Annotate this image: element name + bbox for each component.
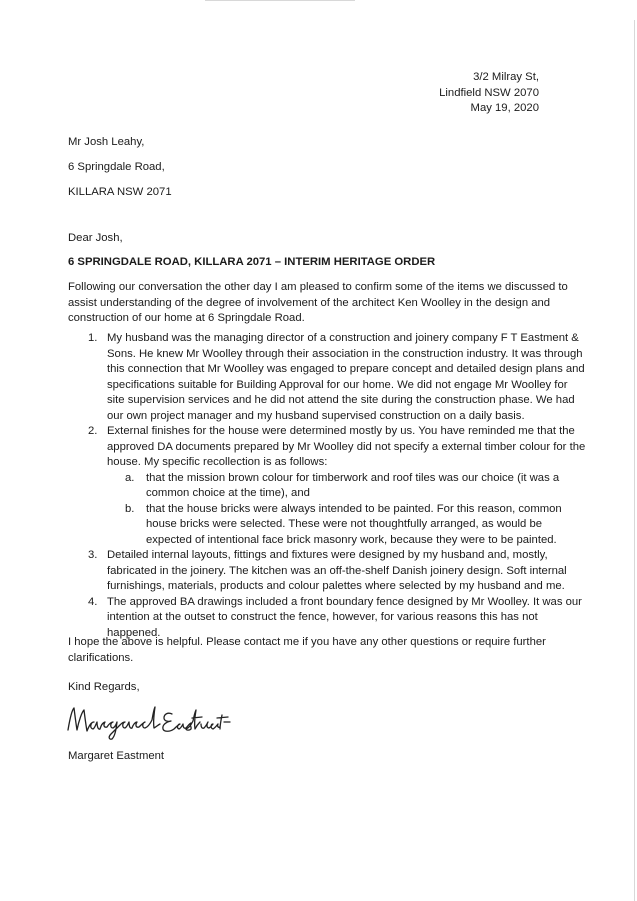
list-item-text: The approved BA drawings included a front boundary fence designed by Mr Woolley. It was our intention at the outset to construct the fence, however, for various reasons this has not happened. — [107, 595, 582, 639]
sub-list-item — [107, 502, 588, 549]
sender-street: 3/2 Milray St, — [473, 71, 539, 83]
salutation: Dear Josh, — [68, 232, 123, 244]
list-item — [68, 331, 588, 424]
subject-line: 6 SPRINGDALE ROAD, KILLARA 2071 – INTERIM HERITAGE ORDER — [68, 256, 436, 268]
signer-name: Margaret Eastment — [68, 750, 165, 762]
list-item-text: Detailed internal layouts, fittings and fixtures were designed by my husband and, mostly, fabricated in the joinery. The kitchen was an off-the-shelf Danish joinery design. Soft internal furnishings, materials, products and colour palettes where selected by my husband and me. — [107, 549, 567, 592]
sub-list-item-letter: a. — [125, 471, 135, 484]
list-item-number: 2. — [88, 425, 98, 437]
sub-list-item-text: that the house bricks were always intended to be painted. For this reason, common house bricks were selected. These were not thoughtfully arranged, as would be expected of intentional face brick masonry work, because they were to be painted. — [146, 502, 562, 546]
sub-list-item-text: that the mission brown colour for timberwork and roof tiles was our choice (it was a common choice at the time), and — [146, 471, 560, 499]
intro-paragraph: Following our conversation the other day I am pleased to confirm some of the items we discussed to assist understanding of the degree of involvement of the architect Ken Woolley in the design and construction of our home at 6 Springdale Road. — [68, 281, 568, 324]
scan-edge-top — [205, 0, 355, 1]
list-item — [68, 548, 588, 595]
sub-list-item-letter: b. — [125, 502, 135, 515]
numbered-list — [68, 331, 588, 641]
list-item-number: 3. — [88, 549, 98, 561]
list-item — [68, 424, 588, 548]
scan-edge-right — [634, 20, 635, 901]
letter-date: May 19, 2020 — [470, 102, 539, 114]
handwritten-signature — [60, 700, 250, 742]
list-item-number: 1. — [88, 332, 98, 344]
list-item-number: 4. — [88, 595, 98, 608]
list-item-text: External finishes for the house were determined mostly by us. You have reminded me that the approved DA documents prepared by Mr Woolley did not specify a external timber colour for the house. My specific recollection is as follows: — [107, 425, 586, 468]
sender-suburb: Lindfield NSW 2070 — [439, 86, 539, 99]
sub-list-item — [107, 471, 588, 502]
recipient-street: 6 Springdale Road, — [68, 161, 165, 173]
sender-address — [439, 70, 539, 117]
recipient-suburb: KILLARA NSW 2071 — [68, 186, 172, 198]
closing-paragraph: I hope the above is helpful. Please contact me if you have any other questions or require further clarifications. — [68, 636, 546, 664]
sign-off: Kind Regards, — [68, 681, 140, 693]
list-item-text: My husband was the managing director of a construction and joinery company F T Eastment & Sons. He knew Mr Woolley through their association in the construction industry. It was through this connection that Mr Woolley was engaged to prepare concept and detailed design plans and specifications suitable for Building Approval for our home. We did not engage Mr Woolley for site supervision services and he did not attend the site during the construction phase. We had our own project manager and my husband supervised construction on a daily basis. — [107, 332, 585, 422]
recipient-name: Mr Josh Leahy, — [68, 136, 145, 148]
